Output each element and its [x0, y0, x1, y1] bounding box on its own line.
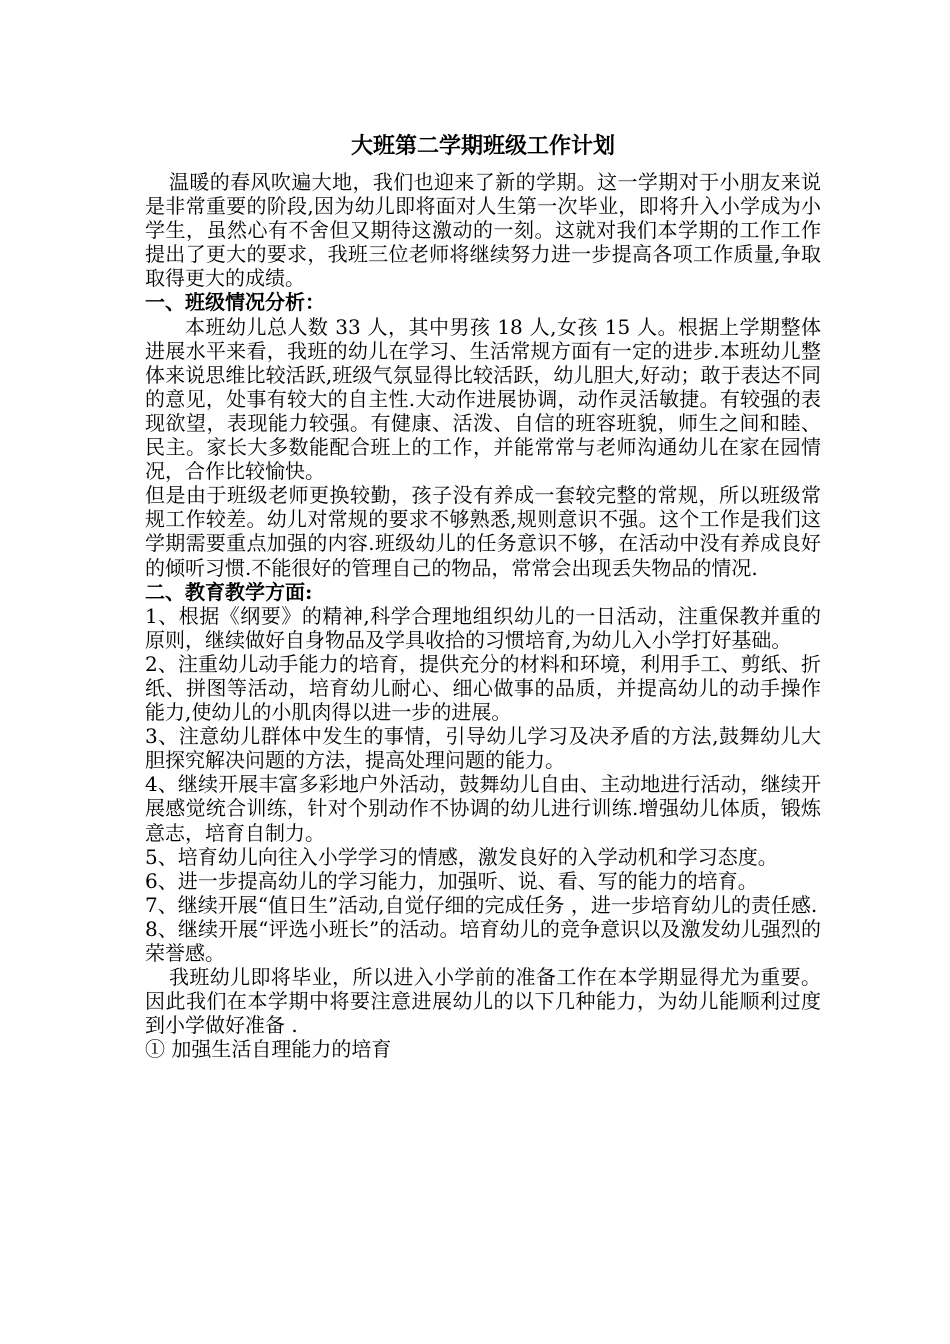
teaching-item: 8、继续开展“评选小班长”的活动。培育幼儿的竞争意识以及激发幼儿强烈的荣誉感。: [145, 916, 821, 965]
teaching-item: 1、根据《纲要》的精神,科学合理地组织幼儿的一日活动，注重保教并重的原则，继续做好自身物品及学具收拾的习惯培育,为幼儿入小学打好基础。: [145, 603, 821, 652]
intro-paragraph: 温暖的春风吹遍大地，我们也迎来了新的学期。这一学期对于小朋友来说是非常重要的阶段,因为幼儿即将面对人生第一次毕业，即将升入小学成为小学生，虽然心有不舍但又期待这激动的一刻。这就对我们本学期的工作工作提出了更大的要求，我班三位老师将继续努力进一步提高各项工作质量,争取取得更大的成绩。: [145, 170, 821, 291]
teaching-item: 3、注意幼儿群体中发生的事情，引导幼儿学习及决矛盾的方法,鼓舞幼儿大胆探究解决问题的方法，提高处理问题的能力。: [145, 724, 821, 773]
section-heading-class-analysis: 一、班级情况分析：: [145, 290, 325, 315]
document-title: 大班第二学期班级工作计划: [350, 133, 615, 159]
class-analysis-paragraph: 本班幼儿总人数 33 人，其中男孩 18 人,女孩 15 人。根据上学期整体进展水平来看，我班的幼儿在学习、生活常规方面有一定的进步.本班幼儿整体来说思维比较活跃,班级气氛显得比较活跃，幼儿胆大,好动；敢于表达不同的意见，处事有较大的自主性.大动作进展协调，动作灵活敏捷。有较强的表现欲望，表现能力较强。有健康、活泼、自信的班容班貌，师生之间和睦、民主。家长大多数能配合班上的工作，并能常常与老师沟通幼儿在家在园情况，合作比较愉快。: [145, 314, 821, 484]
teaching-item: 7、继续开展“值日生”活动,自觉仔细的完成任务 ，进一步培育幼儿的责任感.: [145, 892, 818, 917]
section-heading-teaching: 二、教育教学方面:: [145, 579, 313, 604]
teaching-item: 4、继续开展丰富多彩地户外活动，鼓舞幼儿自由、主动地进行活动，继续开展感觉统合训练，针对个别动作不协调的幼儿进行训练.增强幼儿体质，锻炼意志，培育自制力。: [145, 772, 821, 845]
sub-item-self-care: ① 加强生活自理能力的培育: [145, 1037, 392, 1062]
document-body: [145, 132, 821, 1061]
teaching-item: 6、进一步提高幼儿的学习能力，加强听、说、看、写的能力的培育。: [145, 868, 758, 893]
teaching-item: 2、注重幼儿动手能力的培育，提供充分的材料和环境，利用手工、剪纸、折纸、拼图等活动，培育幼儿耐心、细心做事的品质，并提高幼儿的动手操作能力,使幼儿的小肌肉得以进一步的进展。: [145, 651, 821, 725]
closing-paragraph: 我班幼儿即将毕业，所以进入小学前的准备工作在本学期显得尤为重要。因此我们在本学期中将要注意进展幼儿的以下几种能力，为幼儿能顺利过度到小学做好准备 .: [145, 965, 821, 1038]
teaching-item: 5、培育幼儿向往入小学学习的情感，激发良好的入学动机和学习态度。: [145, 844, 778, 869]
class-problems-paragraph: 但是由于班级老师更换较勤，孩子没有养成一套较完整的常规，所以班级常规工作较差。幼儿对常规的要求不够熟悉,规则意识不强。这个工作是我们这学期需要重点加强的内容.班级幼儿的任务意识不够，在活动中没有养成良好的倾听习惯.不能很好的管理自己的物品，常常会出现丢失物品的情况.: [145, 483, 821, 580]
